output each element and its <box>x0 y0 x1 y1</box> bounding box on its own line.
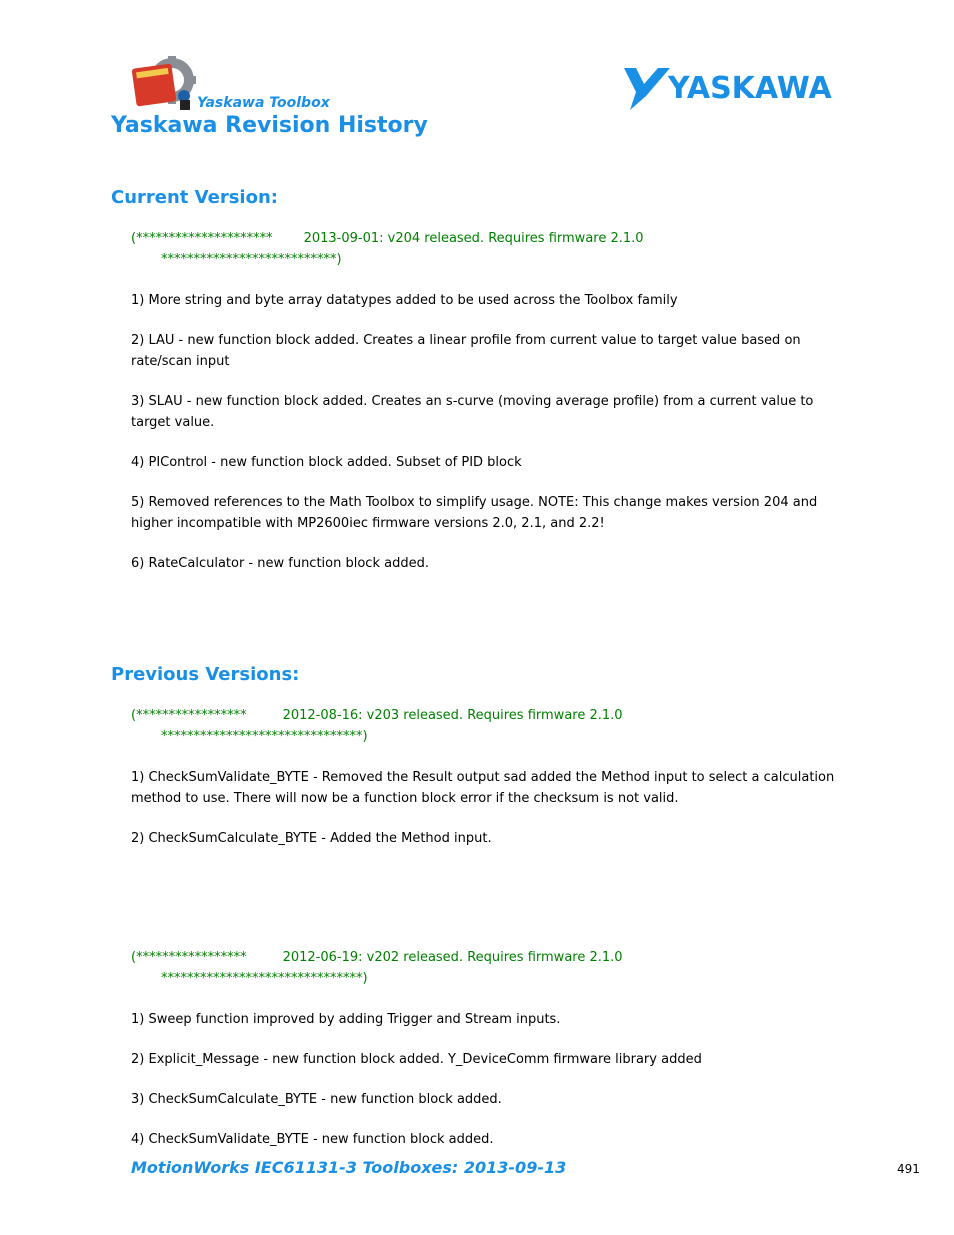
toolbox-logo-icon <box>130 56 200 112</box>
release-text: 2012-08-16: v203 released. Requires firmware 2.1.0 <box>282 708 623 723</box>
release-stars-open: (********************* <box>131 231 273 246</box>
toolbox-label: Yaskawa Toolbox <box>197 95 330 111</box>
list-item: 3) SLAU - new function block added. Creates an s-curve (moving average profile) from a current value to target value. <box>131 394 814 430</box>
release-header <box>131 950 623 965</box>
brand-logo-text: YASKAWA <box>668 71 832 106</box>
list-item: 3) CheckSumCalculate_BYTE - new function block added. <box>131 1092 502 1107</box>
section-heading-previous: Previous Versions: <box>111 664 300 685</box>
release-stars-close: *******************************) <box>161 971 368 986</box>
list-item: 4) CheckSumValidate_BYTE - new function block added. <box>131 1132 494 1147</box>
footer-text: MotionWorks IEC61131-3 Toolboxes: 2013-09-13 <box>131 1158 567 1177</box>
yaskawa-logo-icon <box>622 66 844 112</box>
list-item: 2) LAU - new function block added. Creates a linear profile from current value to target value based on rate/scan input <box>131 333 801 369</box>
list-item: 2) CheckSumCalculate_BYTE - Added the Method input. <box>131 831 492 846</box>
list-item: 2) Explicit_Message - new function block added. Y_DeviceComm firmware library added <box>131 1052 702 1067</box>
release-header <box>131 231 644 246</box>
list-item: 1) More string and byte array datatypes added to be used across the Toolbox family <box>131 293 678 308</box>
list-item: 6) RateCalculator - new function block added. <box>131 556 429 571</box>
release-header <box>131 708 623 723</box>
list-item: 1) Sweep function improved by adding Trigger and Stream inputs. <box>131 1012 561 1027</box>
list-item: 4) PIControl - new function block added. Subset of PID block <box>131 455 522 470</box>
release-stars-open: (***************** <box>131 950 247 965</box>
release-text: 2012-06-19: v202 released. Requires firmware 2.1.0 <box>282 950 623 965</box>
page-title: Yaskawa Revision History <box>111 113 428 138</box>
release-stars-close: ***************************) <box>161 252 342 267</box>
list-item: 1) CheckSumValidate_BYTE - Removed the Result output sad added the Method input to select a calculation method to use. There will now be a function block error if the checksum is not valid. <box>131 770 835 806</box>
section-heading-current: Current Version: <box>111 187 278 208</box>
release-stars-close: *******************************) <box>161 729 368 744</box>
release-stars-open: (***************** <box>131 708 247 723</box>
release-text: 2013-09-01: v204 released. Requires firmware 2.1.0 <box>303 231 644 246</box>
list-item: 5) Removed references to the Math Toolbox to simplify usage. NOTE: This change makes version 204 and higher incompatible with MP2600iec firmware versions 2.0, 2.1, and 2.2! <box>131 495 818 531</box>
page-number: 491 <box>897 1162 920 1176</box>
